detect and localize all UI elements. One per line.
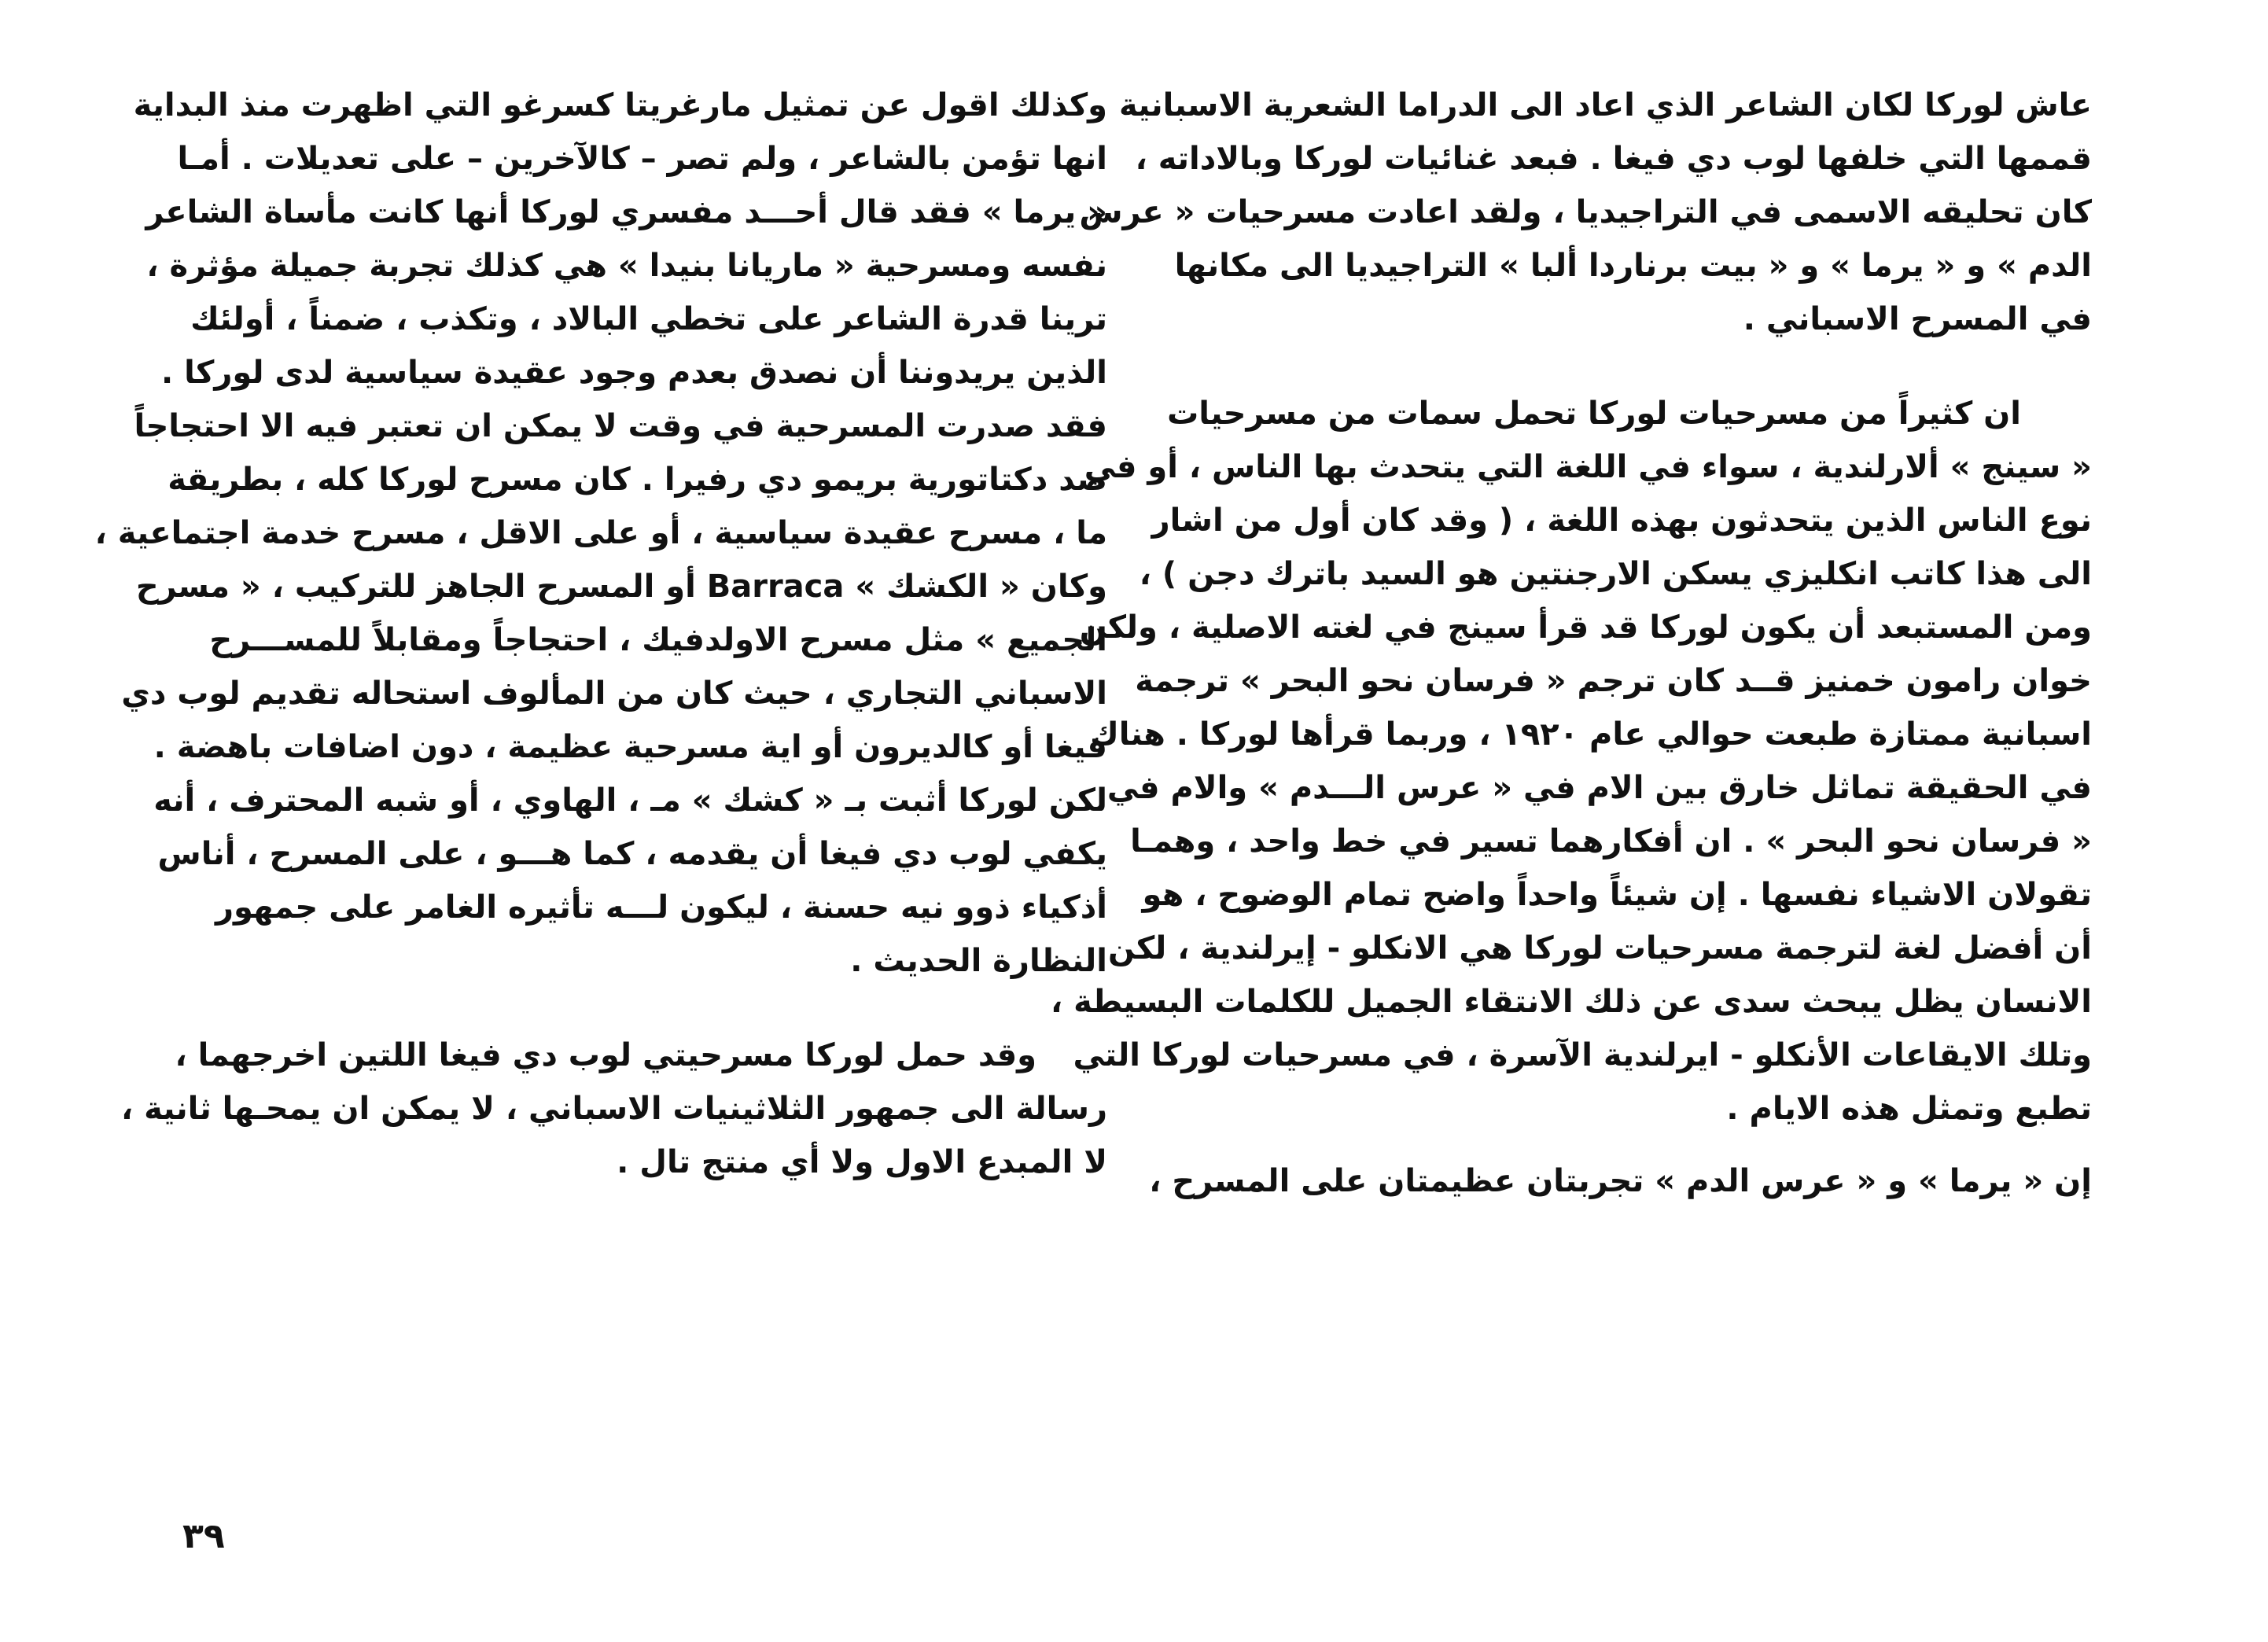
text-line: وكان « الكشك » Barraca أو المسرح الجاهز للتركيب ، « مسرح	[135, 569, 1107, 605]
paragraph	[120, 1029, 1107, 1189]
right-column	[1050, 79, 2092, 1208]
text-line: ومن المستبعد أن يكون لوركا قد قرأ سينج في لغته الاصلية ، ولكن	[1079, 609, 2092, 646]
text-line: « سينج » ألارلندية ، سواء في اللغة التي يتحدث بها الناس ، أو في	[1084, 449, 2092, 485]
text-line: فيغا أو كالديرون أو اية مسرحية عظيمة ، دون اضافات باهضة .	[153, 729, 1107, 765]
text-line: وقد حمل لوركا مسرحيتي لوب دي فيغا اللتين اخرجهما ،	[175, 1037, 1036, 1073]
text-line: إن « يرما » و « عرس الدم » تجربتان عظيمتان على المسرح ،	[1149, 1163, 2092, 1199]
text-line: أذكياء ذوو نيه حسنة ، ليكون لـــه تأثيره الغامر على جمهور	[215, 889, 1107, 926]
text-line: النظارة الحديث .	[850, 943, 1107, 979]
paragraph	[1079, 79, 2092, 346]
text-line: وكذلك اقول عن تمثيل مارغريتا كسرغو التي اظهرت منذ البداية	[133, 87, 1107, 123]
text-line: تقولان الاشياء نفسها . إن شيئاً واحداً واضح تمام الوضوح ، هو	[1142, 877, 2092, 913]
paragraph-gap	[1180, 1136, 2092, 1154]
page-number: ٣٩	[182, 1516, 225, 1556]
paragraph	[94, 79, 1107, 988]
text-line: رسالة الى جمهور الثلاثينيات الاسباني ، لا يمكن ان يمحـها ثانية ،	[120, 1091, 1107, 1127]
paragraph	[1149, 1154, 2092, 1208]
text-line: خوان رامون خمنيز قــد كان ترجم « فرسان نحو البحر » ترجمة	[1135, 663, 2092, 699]
text-line: يكفي لوب دي فيغا أن يقدمه ، كما هـــو ، على المسرح ، أناس	[157, 836, 1107, 872]
left-column	[94, 79, 1107, 1189]
text-line: الدم » و « يرما » و « بيت برناردا ألبا » التراجيديا الى مكانها	[1174, 248, 2092, 284]
text-line: كان تحليقه الاسمى في التراجيديا ، ولقد اعادت مسرحيات « عرس	[1079, 194, 2092, 230]
text-line: الى هذا كاتب انكليزي يسكن الارجنتين هو السيد باترك دجن ) ،	[1139, 556, 2092, 592]
text-line: فقد صدرت المسرحية في وقت لا يمكن ان تعتبر فيه الا احتجاجاً	[134, 408, 1107, 444]
text-line: تطبع وتمثل هذه الايام .	[1726, 1091, 2092, 1127]
text-line: « فرسان نحو البحر » . ان أفكارهما تسير في خط واحد ، وهمـا	[1130, 823, 2092, 860]
text-line: لا المبدع الاول ولا أي منتج تال .	[617, 1144, 1107, 1180]
text-line: الاسباني التجاري ، حيث كان من المألوف استحاله تقديم لوب دي	[121, 676, 1107, 712]
text-line: ضد دكتاتورية بريمو دي رفيرا . كان مسرح لوركا كله ، بطريقة	[168, 462, 1107, 498]
text-line: ترينا قدرة الشاعر على تخطي البالاد ، وتكذب ، ضمناً ، أولئك	[190, 301, 1107, 337]
text-line: انها تؤمن بالشاعر ، ولم تصر – كالآخرين – على تعديلات . أمـا	[177, 141, 1107, 177]
text-line: في الحقيقة تماثل خارق بين الام في « عرس الـــدم » والام في	[1106, 770, 2092, 806]
text-line: « يرما » فقد قال أحـــد مفسري لوركا أنها كانت مأساة الشاعر	[145, 194, 1107, 230]
text-line: لكن لوركا أثبت بـ « كشك » مـ ، الهاوي ، أو شبه المحترف ، أنه	[153, 782, 1107, 819]
text-line: أن أفضل لغة لترجمة مسرحيات لوركا هي الانكلو - إيرلندية ، لكن	[1108, 930, 2092, 966]
text-line: في المسرح الاسباني .	[1743, 301, 2092, 337]
text-line: نوع الناس الذين يتحدثون بهذه اللغة ، ( وقد كان أول من اشار	[1151, 503, 2092, 539]
text-line: الانسان يظل يبحث سدى عن ذلك الانتقاء الجميل للكلمات البسيطة ،	[1050, 984, 2092, 1020]
text-line: وتلك الايقاعات الأنكلو - ايرلندية الآسرة ، في مسرحيات لوركا التي	[1073, 1037, 2092, 1073]
paragraph	[1050, 387, 2092, 1136]
paragraph-gap	[1180, 346, 2092, 387]
text-line: قممها التي خلفها لوب دي فيغا . فبعد غنائيات لوركا وبالاداته ،	[1135, 141, 2092, 177]
text-line: عاش لوركا لكان الشاعر الذي اعاد الى الدراما الشعرية الاسبانية	[1119, 87, 2092, 123]
text-line: ما ، مسرح عقيدة سياسية ، أو على الاقل ، مسرح خدمة اجتماعية ،	[94, 515, 1107, 551]
text-line: ان كثيراً من مسرحيات لوركا تحمل سمات من مسرحيات	[1167, 396, 2021, 432]
paragraph-gap	[187, 988, 1107, 1029]
text-line: اسبانية ممتازة طبعت حوالي عام ١٩٢٠ ، وربما قرأها لوركا . هناك	[1090, 716, 2092, 753]
text-line: الذين يريدوننا أن نصدق بعدم وجود عقيدة سياسية لدى لوركا .	[161, 355, 1107, 391]
text-line: نفسه ومسرحية « ماريانا بنيدا » هي كذلك تجربة جميلة مؤثرة ،	[146, 248, 1107, 284]
text-line: الجميع » مثل مسرح الاولدفيك ، احتجاجاً ومقابلاً للمســـرح	[209, 622, 1107, 658]
